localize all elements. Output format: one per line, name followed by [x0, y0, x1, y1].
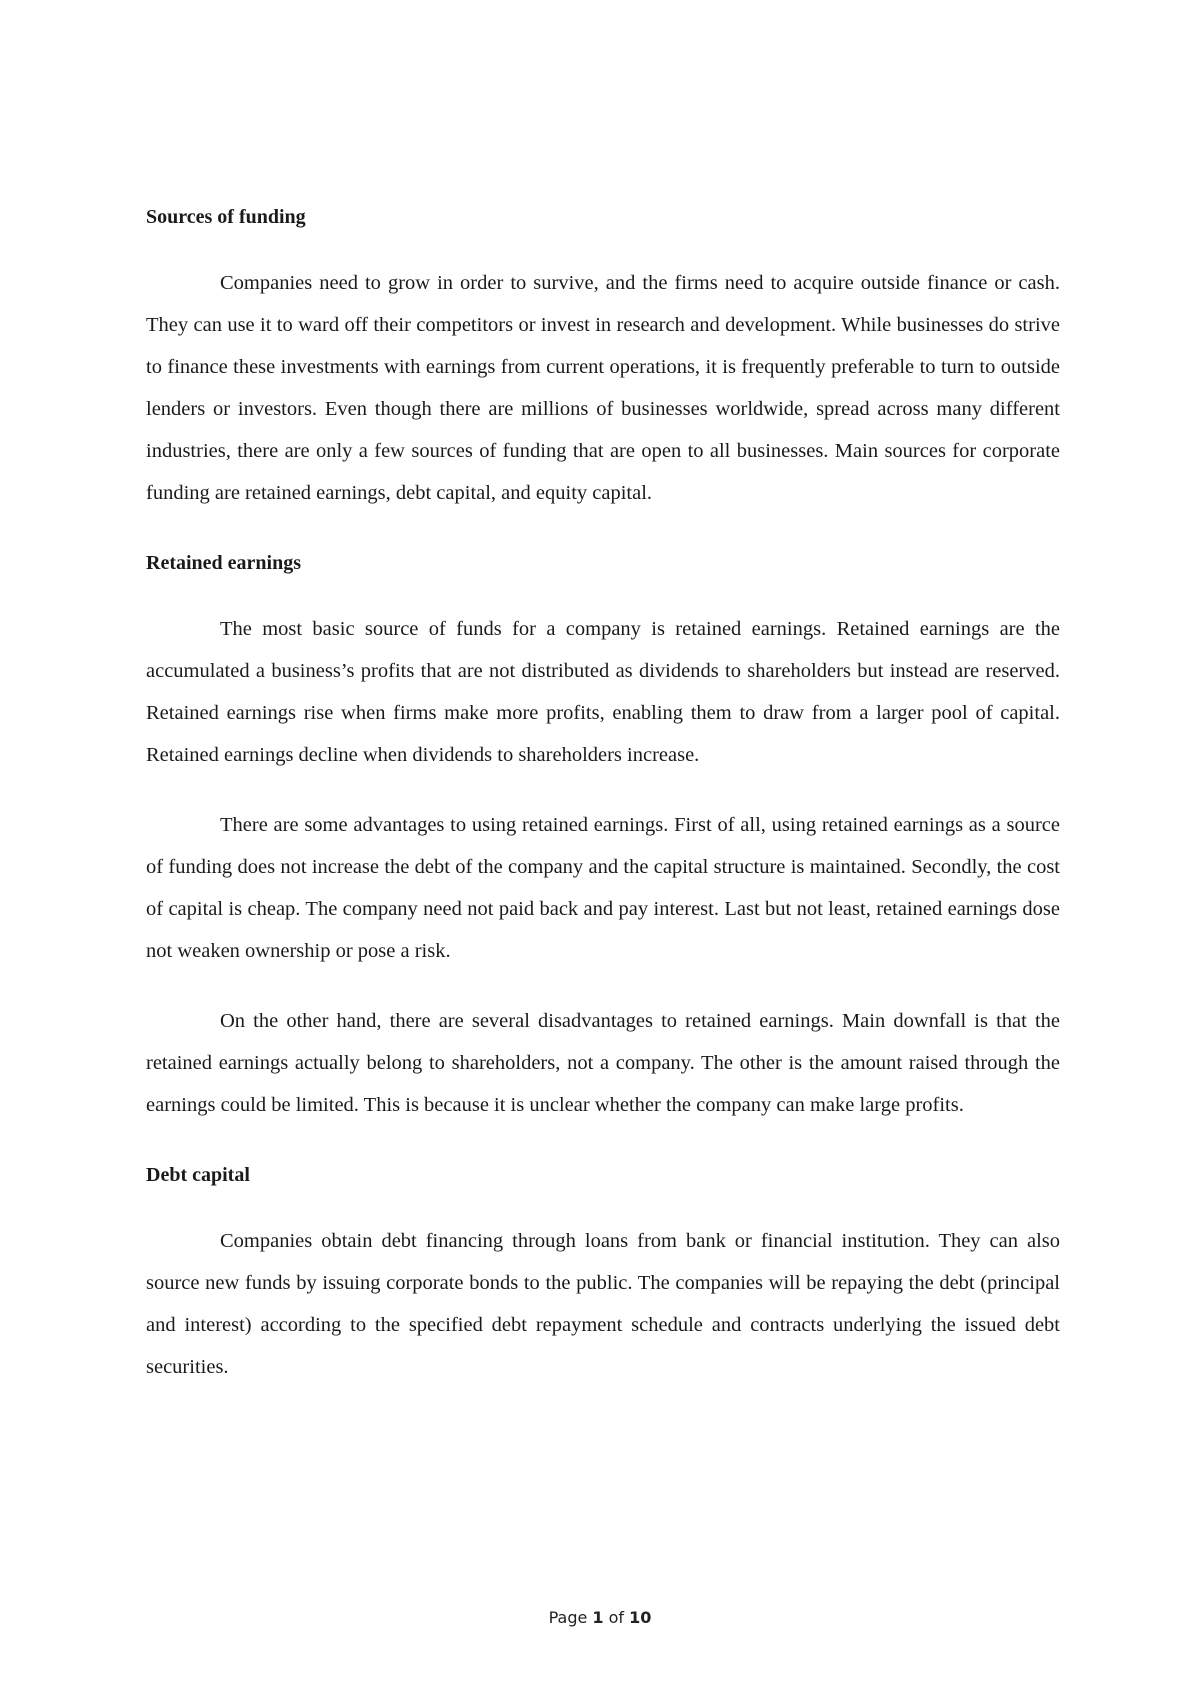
total-pages: 10 — [629, 1608, 652, 1627]
page-footer — [0, 1608, 1200, 1627]
section-heading: Sources of funding — [146, 206, 306, 228]
of-word: of — [608, 1608, 625, 1627]
section-debt-capital — [146, 1154, 1060, 1388]
section-heading: Debt capital — [146, 1164, 250, 1186]
paragraph: The most basic source of funds for a company is retained earnings. Retained earnings are the accumulated a business’s profits that are not distributed as dividends to shareholders but instead are reserved. Retained earnings rise when firms make more profits, enabling them to draw from a larger pool of capital. Retained earnings decline when dividends to shareholders increase. — [146, 618, 1060, 766]
paragraph: Companies need to grow in order to survive, and the firms need to acquire outside finance or cash. They can use it to ward off their competitors or invest in research and development. While businesses do strive to finance these investments with earnings from current operations, it is frequently preferable to turn to outside lenders or investors. Even though there are millions of businesses worldwide, spread across many different industries, there are only a few sources of funding that are open to all businesses. Main sources for corporate funding are retained earnings, debt capital, and equity capital. — [146, 272, 1060, 504]
paragraph: On the other hand, there are several disadvantages to retained earnings. Main downfall is that the retained earnings actually belong to shareholders, not a company. The other is the amount raised through the earnings could be limited. This is because it is unclear whether the company can make large profits. — [146, 1010, 1060, 1116]
section-retained-earnings — [146, 542, 1060, 1126]
paragraph: There are some advantages to using retained earnings. First of all, using retained earnings as a source of funding does not increase the debt of the company and the capital structure is maintained. Secondly, the cost of capital is cheap. The company need not paid back and pay interest. Last but not least, retained earnings dose not weaken ownership or pose a risk. — [146, 814, 1060, 962]
paragraph: Companies obtain debt financing through loans from bank or financial institution. They can also source new funds by issuing corporate bonds to the public. The companies will be repaying the debt (principal and interest) according to the specified debt repayment schedule and contracts underlying the issued debt securities. — [146, 1230, 1060, 1378]
section-sources-of-funding — [146, 196, 1060, 514]
page-number: 1 — [592, 1608, 604, 1627]
document-page — [146, 196, 1060, 1416]
section-heading: Retained earnings — [146, 552, 301, 574]
page-word: Page — [548, 1608, 588, 1627]
